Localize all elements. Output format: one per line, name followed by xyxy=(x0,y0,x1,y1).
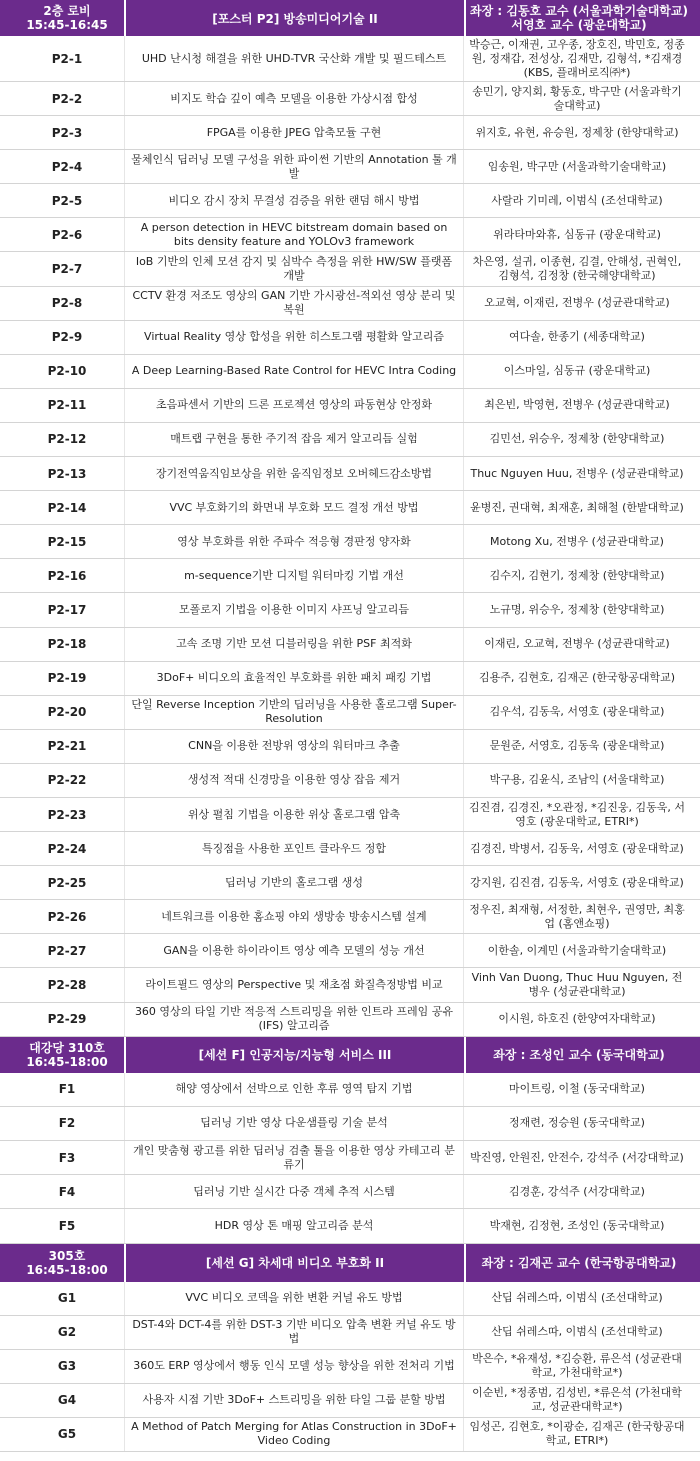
paper-authors: 김수지, 김현기, 정제창 (한양대학교) xyxy=(489,568,665,582)
paper-id: P2-8 xyxy=(51,296,83,311)
session-header xyxy=(0,1244,700,1282)
session-chair xyxy=(466,4,692,32)
paper-row xyxy=(0,934,700,968)
paper-authors: 김경훈, 강석주 (서강대학교) xyxy=(509,1184,645,1198)
paper-id: P2-21 xyxy=(47,739,87,754)
paper-title: UHD 난시청 해결을 위한 UHD-TVR 국산화 개발 및 필드테스트 xyxy=(141,51,447,65)
paper-authors: Vinh Van Duong, Thuc Huu Nguyen, 전병우 (성균관대학교) xyxy=(471,970,683,998)
paper-authors: 김용주, 김현호, 김재곤 (한국항공대학교) xyxy=(478,671,676,685)
paper-row xyxy=(0,730,700,764)
session-header xyxy=(0,0,700,36)
paper-title: CNN을 이용한 전방위 영상의 워터마크 추출 xyxy=(188,739,400,753)
paper-title: 장기전역움직임보상을 위한 움직임정보 오버헤드감소방법 xyxy=(155,466,433,480)
paper-authors: 박재현, 김정현, 조성인 (동국대학교) xyxy=(489,1218,665,1232)
paper-title: VVC 비디오 코덱을 위한 변환 커널 유도 방법 xyxy=(185,1291,403,1305)
session-room-time xyxy=(10,1249,124,1277)
paper-id: P2-9 xyxy=(51,330,83,345)
paper-authors: 이한솔, 이계민 (서울과학기술대학교) xyxy=(487,943,667,957)
paper-row xyxy=(0,1107,700,1141)
session-chair xyxy=(466,1048,692,1062)
session-chair-line: 좌장 : 김재곤 교수 (한국항공대학교) xyxy=(481,1255,677,1270)
paper-title: 초음파센서 기반의 드론 프로젝션 영상의 파동현상 안정화 xyxy=(155,398,432,412)
paper-authors: 문원준, 서영호, 김동욱 (광운대학교) xyxy=(489,739,665,753)
paper-row xyxy=(0,287,700,321)
paper-title: IoB 기반의 인체 모션 감지 및 심박수 측정을 위한 HW/SW 플랫폼 개발 xyxy=(135,255,453,283)
paper-row xyxy=(0,525,700,559)
paper-title: 360 영상의 타일 기반 적응적 스트리밍을 위한 인트라 프레임 공유(IFS) 알고리즘 xyxy=(134,1005,454,1033)
paper-title: 비지도 학습 깊이 예측 모델을 이용한 가상시점 합성 xyxy=(170,91,418,105)
paper-id: P2-10 xyxy=(47,364,87,379)
paper-authors: 김진겸, 김경진, *오관정, *김진웅, 김동욱, 서영호 (광운대학교, ETRI*) xyxy=(469,800,685,828)
paper-title: 개인 맞춤형 광고를 위한 딥러닝 검출 툴을 이용한 영상 카테고리 분류기 xyxy=(133,1143,455,1171)
paper-id: P2-2 xyxy=(51,91,83,106)
paper-row xyxy=(0,252,700,286)
paper-authors: 오교혁, 이재린, 전병우 (성균관대학교) xyxy=(484,296,670,310)
paper-id: P2-3 xyxy=(51,125,83,140)
session-title: [포스터 P2] 방송미디어기술 II xyxy=(212,11,378,26)
paper-authors: Motong Xu, 전병우 (성균관대학교) xyxy=(490,534,664,548)
paper-authors: 김민선, 위승우, 정제창 (한양대학교) xyxy=(489,432,665,446)
paper-row xyxy=(0,1350,700,1384)
paper-row xyxy=(0,764,700,798)
paper-authors: 위지호, 유현, 유승원, 정제창 (한양대학교) xyxy=(475,125,679,139)
paper-authors: 이시원, 하호진 (한양여자대학교) xyxy=(498,1012,656,1026)
paper-title: 딥러닝 기반 실시간 다중 객체 추적 시스템 xyxy=(193,1184,395,1198)
paper-authors: 윤병진, 권대혁, 최재훈, 최해철 (한밭대학교) xyxy=(470,500,684,514)
paper-authors: Thuc Nguyen Huu, 전병우 (성균관대학교) xyxy=(470,466,684,480)
paper-id: P2-16 xyxy=(47,568,87,583)
paper-id: F3 xyxy=(58,1150,76,1165)
paper-title: VVC 부호화기의 화면내 부호화 모드 결정 개선 방법 xyxy=(169,500,419,514)
paper-id: P2-4 xyxy=(51,159,83,174)
paper-title: 위상 펼침 기법을 이용한 위상 홀로그램 압축 xyxy=(187,807,401,821)
paper-authors: 김경진, 박병서, 김동욱, 서영호 (광운대학교) xyxy=(470,841,684,855)
paper-id: P2-26 xyxy=(47,909,87,924)
paper-authors: 노규명, 위승우, 정제창 (한양대학교) xyxy=(489,602,665,616)
paper-authors: 최은빈, 박영현, 전병우 (성균관대학교) xyxy=(484,398,670,412)
paper-title: A person detection in HEVC bitstream domain based on bits density feature and YOLOv3 framework xyxy=(140,220,448,248)
paper-authors: 산딥 쉬레스따, 이범식 (조선대학교) xyxy=(491,1325,663,1339)
paper-row xyxy=(0,457,700,491)
paper-row xyxy=(0,1141,700,1175)
paper-title: 360도 ERP 영상에서 행동 인식 모델 성능 향상을 위한 전처리 기법 xyxy=(133,1359,455,1373)
paper-id: P2-27 xyxy=(47,943,87,958)
paper-id: F5 xyxy=(58,1218,76,1233)
paper-id: P2-7 xyxy=(51,262,83,277)
paper-authors: 김우석, 김동욱, 서영호 (광운대학교) xyxy=(489,705,665,719)
paper-row xyxy=(0,116,700,150)
paper-row xyxy=(0,1003,700,1037)
session-room: 대강당 310호 xyxy=(29,1040,105,1055)
paper-title: A Deep Learning-Based Rate Control for HEVC Intra Coding xyxy=(131,364,457,378)
paper-id: F1 xyxy=(58,1082,76,1097)
paper-row xyxy=(0,355,700,389)
paper-row xyxy=(0,628,700,662)
paper-row xyxy=(0,184,700,218)
session-room: 305호 xyxy=(48,1248,86,1263)
paper-row xyxy=(0,1073,700,1107)
paper-title: 사용자 시점 기반 3DoF+ 스트리밍을 위한 타일 그룹 분할 방법 xyxy=(142,1393,446,1407)
session-chair xyxy=(466,1256,692,1270)
paper-row xyxy=(0,491,700,525)
paper-row xyxy=(0,1384,700,1418)
paper-authors: 마이트링, 이철 (동국대학교) xyxy=(509,1082,645,1096)
paper-row xyxy=(0,423,700,457)
paper-row xyxy=(0,1418,700,1452)
session-time: 16:45-18:00 xyxy=(26,1262,108,1277)
paper-authors: 박승근, 이재권, 고우종, 장호진, 박민호, 정종원, 정재갑, 전성상, 김재만, 김형석, *김재경 (KBS, 플래버로직㈜*) xyxy=(469,37,685,79)
paper-authors: 산딥 쉬레스따, 이범식 (조선대학교) xyxy=(491,1291,663,1305)
paper-id: P2-5 xyxy=(51,193,83,208)
paper-row xyxy=(0,593,700,627)
session-time: 16:45-18:00 xyxy=(26,1054,108,1069)
paper-title: HDR 영상 톤 매핑 알고리즘 분석 xyxy=(214,1218,374,1232)
session-time: 15:45-16:45 xyxy=(26,18,108,32)
paper-row xyxy=(0,150,700,184)
paper-id: F2 xyxy=(58,1116,76,1131)
session-room-time xyxy=(10,4,124,32)
paper-title: 물체인식 딥러닝 모델 구성을 위한 파이썬 기반의 Annotation 툴 개발 xyxy=(131,152,457,180)
paper-row xyxy=(0,36,700,82)
paper-id: P2-23 xyxy=(47,807,87,822)
paper-title: 네트워크를 이용한 홈쇼핑 야외 생방송 방송시스템 설계 xyxy=(161,909,427,923)
paper-title: CCTV 환경 저조도 영상의 GAN 기반 가시광선-적외선 영상 분리 및 복원 xyxy=(132,289,456,317)
paper-row xyxy=(0,968,700,1002)
paper-row xyxy=(0,559,700,593)
paper-title: 모폴로지 기법을 이용한 이미지 샤프닝 알고리듬 xyxy=(178,602,409,616)
paper-row xyxy=(0,696,700,730)
session-room-time xyxy=(10,1041,124,1069)
paper-authors: 이순빈, *정종범, 김성빈, *류은석 (가천대학교, 성균관대학교*) xyxy=(472,1386,682,1414)
paper-authors: 박구용, 김윤식, 조남익 (서울대학교) xyxy=(489,773,665,787)
paper-authors: 여다솔, 한종기 (세종대학교) xyxy=(509,330,645,344)
paper-id: P2-13 xyxy=(47,466,87,481)
paper-title: DST-4와 DCT-4를 위한 DST-3 기반 비디오 압축 변환 커널 유도 방법 xyxy=(132,1318,456,1346)
paper-authors: 사랄라 기미레, 이범식 (조선대학교) xyxy=(491,193,663,207)
paper-title: 단일 Reverse Inception 기반의 딥러닝을 사용한 홀로그램 Super-Resolution xyxy=(131,698,457,726)
paper-title: 해양 영상에서 선박으로 인한 후류 영역 탐지 기법 xyxy=(175,1082,413,1096)
paper-row xyxy=(0,798,700,832)
paper-title: 매트랩 구현을 통한 주기적 잡음 제거 알고리듬 실험 xyxy=(170,432,418,446)
paper-title: 딥러닝 기반 영상 다운샘플링 기술 분석 xyxy=(200,1116,388,1130)
paper-title: m-sequence기반 디지털 워터마킹 기법 개선 xyxy=(184,568,404,582)
paper-title: 3DoF+ 비디오의 효율적인 부호화를 위한 패치 패킹 기법 xyxy=(156,671,432,685)
paper-id: G3 xyxy=(57,1359,77,1374)
paper-title: 특징점을 사용한 포인트 클라우드 정합 xyxy=(201,841,386,855)
paper-id: P2-14 xyxy=(47,500,87,515)
paper-id: P2-18 xyxy=(47,637,87,652)
paper-row xyxy=(0,866,700,900)
paper-id: P2-11 xyxy=(47,398,87,413)
session-chair-line: 좌장 : 조성인 교수 (동국대학교) xyxy=(493,1047,665,1062)
paper-id: G1 xyxy=(57,1291,77,1306)
paper-title: 영상 부호화를 위한 주파수 적응형 경판정 양자화 xyxy=(177,534,411,548)
paper-authors: 정우진, 최재형, 서정한, 최현우, 권영만, 최홍업 (홈앤쇼핑) xyxy=(469,902,685,930)
paper-row xyxy=(0,1209,700,1243)
session-title: [세션 G] 차세대 비디오 부호화 II xyxy=(205,1256,385,1271)
paper-row xyxy=(0,662,700,696)
paper-row xyxy=(0,389,700,423)
paper-authors: 위라타마와휴, 심동규 (광운대학교) xyxy=(493,227,661,241)
paper-authors: 차은영, 설귀, 이종현, 김결, 안해성, 권혁인, 김형석, 김정창 (한국해양대학교) xyxy=(472,255,682,283)
paper-row xyxy=(0,1316,700,1350)
paper-id: G5 xyxy=(57,1427,77,1442)
paper-title: GAN을 이용한 하이라이트 영상 예측 모델의 성능 개선 xyxy=(163,943,425,957)
paper-authors: 이재린, 오교혁, 전병우 (성균관대학교) xyxy=(484,637,670,651)
paper-id: P2-12 xyxy=(47,432,87,447)
paper-id: P2-19 xyxy=(47,671,87,686)
session-header xyxy=(0,1037,700,1073)
paper-title: 생성적 적대 신경망을 이용한 영상 잡음 제거 xyxy=(187,773,401,787)
paper-title: 딥러닝 기반의 홀로그램 생성 xyxy=(224,875,363,889)
paper-title: A Method of Patch Merging for Atlas Construction in 3DoF+ Video Coding xyxy=(131,1420,457,1448)
paper-authors: 정재련, 정승원 (동국대학교) xyxy=(509,1116,645,1130)
paper-row xyxy=(0,218,700,252)
paper-id: P2-24 xyxy=(47,841,87,856)
paper-title: FPGA를 이용한 JPEG 압축모듈 구현 xyxy=(206,125,382,139)
paper-authors: 송민기, 양지회, 황동호, 박구만 (서울과학기술대학교) xyxy=(472,84,682,112)
paper-title: 라이트필드 영상의 Perspective 및 재초점 화질측정방법 비교 xyxy=(145,977,443,991)
paper-title: 비디오 감시 장치 무결성 검증을 위한 랜덤 해시 방법 xyxy=(168,193,420,207)
paper-id: G4 xyxy=(57,1393,77,1408)
session-room: 2층 로비 xyxy=(43,4,91,18)
paper-authors: 박은수, *유재성, *김승환, 류은석 (성균관대학교, 가천대학교*) xyxy=(472,1352,682,1380)
session-chair-line: 서영호 교수 (광운대학교) xyxy=(511,18,647,32)
paper-title: Virtual Reality 영상 합성을 위한 히스토그램 평활화 알고리즘 xyxy=(144,330,444,344)
paper-row xyxy=(0,900,700,934)
paper-id: P2-22 xyxy=(47,773,87,788)
paper-row xyxy=(0,832,700,866)
paper-row xyxy=(0,82,700,116)
paper-row xyxy=(0,321,700,355)
paper-row xyxy=(0,1282,700,1316)
paper-id: P2-6 xyxy=(51,227,83,242)
paper-id: F4 xyxy=(58,1184,76,1199)
paper-authors: 임성곤, 김현호, *이광순, 김재곤 (한국항공대학교, ETRI*) xyxy=(469,1420,685,1448)
paper-authors: 박진영, 안원진, 안전수, 강석주 (서강대학교) xyxy=(470,1150,684,1164)
paper-id: P2-15 xyxy=(47,534,87,549)
paper-id: P2-17 xyxy=(47,602,87,617)
paper-id: P2-25 xyxy=(47,875,87,890)
paper-id: P2-1 xyxy=(51,51,83,66)
session-chair-line: 좌장 : 김동호 교수 (서울과학기술대학교) xyxy=(470,4,688,18)
paper-authors: 이스마일, 심동규 (광운대학교) xyxy=(503,364,651,378)
paper-id: G2 xyxy=(57,1325,77,1340)
paper-id: P2-29 xyxy=(47,1012,87,1027)
paper-id: P2-20 xyxy=(47,705,87,720)
paper-authors: 강지원, 김진겸, 김동욱, 서영호 (광운대학교) xyxy=(470,875,684,889)
paper-id: P2-28 xyxy=(47,977,87,992)
session-title: [세션 F] 인공지능/지능형 서비스 III xyxy=(198,1048,392,1063)
paper-authors: 임송원, 박구만 (서울과학기술대학교) xyxy=(487,159,667,173)
paper-row xyxy=(0,1175,700,1209)
paper-title: 고속 조명 기반 모션 디블러링을 위한 PSF 최적화 xyxy=(176,637,412,651)
